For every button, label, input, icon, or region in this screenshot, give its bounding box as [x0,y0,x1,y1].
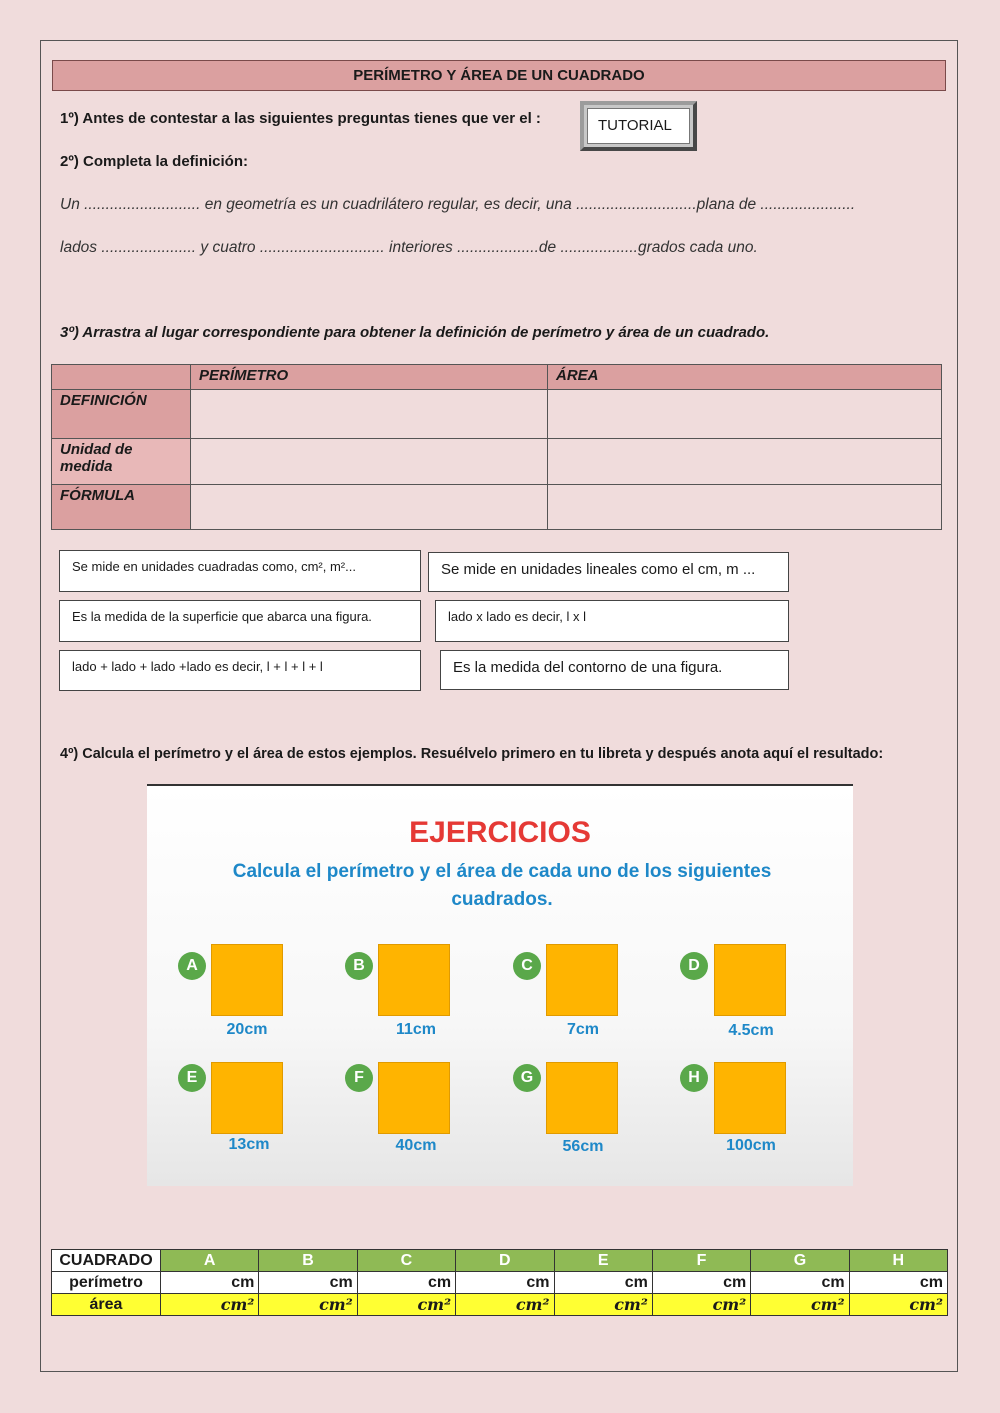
square-d-size: 4.5cm [728,1022,774,1039]
area-input-d[interactable]: cm² [456,1294,554,1316]
drag-card-formula-area[interactable]: lado x lado es decir, l x l [435,600,789,642]
square-g-size: 56cm [562,1138,604,1155]
definition-table [51,364,942,530]
drop-zone-perimetro-definicion[interactable] [191,390,548,439]
exercise-subtitle: Calcula el perímetro y el área de cada uno de los siguientes cuadrados. [232,861,772,910]
results-letter-e: E [554,1250,652,1272]
square-a [211,944,283,1016]
page-title: PERÍMETRO Y ÁREA DE UN CUADRADO [52,60,946,91]
table-header-area: ÁREA [548,365,942,390]
square-g-letter: G [513,1064,541,1092]
drag-card-formula-perimetro[interactable]: lado + lado + lado +lado es decir, l + l + l + l [59,650,421,691]
perimeter-label: perímetro [52,1272,161,1294]
table-header-empty [52,365,191,390]
square-d-letter: D [680,952,708,980]
results-letter-c: C [357,1250,455,1272]
area-input-b[interactable]: cm² [259,1294,357,1316]
area-input-h[interactable]: cm² [849,1294,947,1316]
area-input-c[interactable]: cm² [357,1294,455,1316]
square-f [378,1062,450,1134]
definition-line-2: lados ...................... y cuatro ............................. interiores ...................de ..................grados cada uno. [60,239,758,256]
square-a-letter: A [178,952,206,980]
square-e-letter: E [178,1064,206,1092]
perimeter-input-h[interactable]: cm [849,1272,947,1294]
perimeter-input-f[interactable]: cm [652,1272,750,1294]
square-b-size: 11cm [395,1021,437,1038]
results-letter-b: B [259,1250,357,1272]
results-letter-g: G [751,1250,849,1272]
square-h-letter: H [680,1064,708,1092]
square-b [378,944,450,1016]
square-e-size: 13cm [228,1136,270,1153]
area-input-a[interactable]: cm² [161,1294,259,1316]
drop-zone-perimetro-formula[interactable] [191,485,548,530]
drop-zone-area-formula[interactable] [548,485,942,530]
results-letter-a: A [161,1250,259,1272]
square-d [714,944,786,1016]
table-header-perimetro: PERÍMETRO [191,365,548,390]
square-a-size: 20cm [226,1021,268,1038]
square-e [211,1062,283,1134]
row-label-unidad: Unidad de medida [52,439,191,485]
drop-zone-area-definicion[interactable] [548,390,942,439]
square-f-size: 40cm [395,1137,437,1154]
square-c [546,944,618,1016]
row-label-formula: FÓRMULA [52,485,191,530]
drag-card-unidades-lineales[interactable]: Se mide en unidades lineales como el cm, m ... [428,552,789,592]
area-input-g[interactable]: cm² [751,1294,849,1316]
question-1: 1º) Antes de contestar a las siguientes preguntas tienes que ver el : [60,110,541,127]
results-letter-d: D [456,1250,554,1272]
area-input-f[interactable]: cm² [652,1294,750,1316]
perimeter-input-c[interactable]: cm [357,1272,455,1294]
results-header-label: CUADRADO [52,1250,161,1272]
results-letter-h: H [849,1250,947,1272]
exercise-title: EJERCICIOS [409,816,591,849]
exercise-image [147,784,853,1186]
square-h [714,1062,786,1134]
square-c-letter: C [513,952,541,980]
drag-card-unidades-cuadradas[interactable]: Se mide en unidades cuadradas como, cm², m²... [59,550,421,592]
area-input-e[interactable]: cm² [554,1294,652,1316]
drop-zone-perimetro-unidad[interactable] [191,439,548,485]
row-label-definicion: DEFINICIÓN [52,390,191,439]
drag-card-def-area[interactable]: Es la medida de la superficie que abarca una figura. [59,600,421,642]
square-c-size: 7cm [566,1021,600,1038]
area-label: área [52,1294,161,1316]
question-4: 4º) Calcula el perímetro y el área de estos ejemplos. Resuélvelo primero en tu libreta y después anota aquí el resultado: [60,746,884,762]
square-f-letter: F [345,1064,373,1092]
question-3: 3º) Arrastra al lugar correspondiente para obtener la definición de perímetro y área de un cuadrado. [60,324,770,341]
square-b-letter: B [345,952,373,980]
square-g [546,1062,618,1134]
perimeter-input-g[interactable]: cm [751,1272,849,1294]
drop-zone-area-unidad[interactable] [548,439,942,485]
perimeter-input-d[interactable]: cm [456,1272,554,1294]
drag-card-def-perimetro[interactable]: Es la medida del contorno de una figura. [440,650,789,690]
tutorial-button[interactable] [580,101,697,151]
tutorial-button-label: TUTORIAL [587,108,690,144]
question-2: 2º) Completa la definición: [60,153,248,170]
perimeter-input-b[interactable]: cm [259,1272,357,1294]
perimeter-input-a[interactable]: cm [161,1272,259,1294]
results-letter-f: F [652,1250,750,1272]
definition-line-1: Un ........................... en geometría es un cuadrilátero regular, es decir, una ............................plana de ...................... [60,196,856,213]
results-table [51,1249,948,1316]
square-h-size: 100cm [726,1137,776,1154]
perimeter-input-e[interactable]: cm [554,1272,652,1294]
